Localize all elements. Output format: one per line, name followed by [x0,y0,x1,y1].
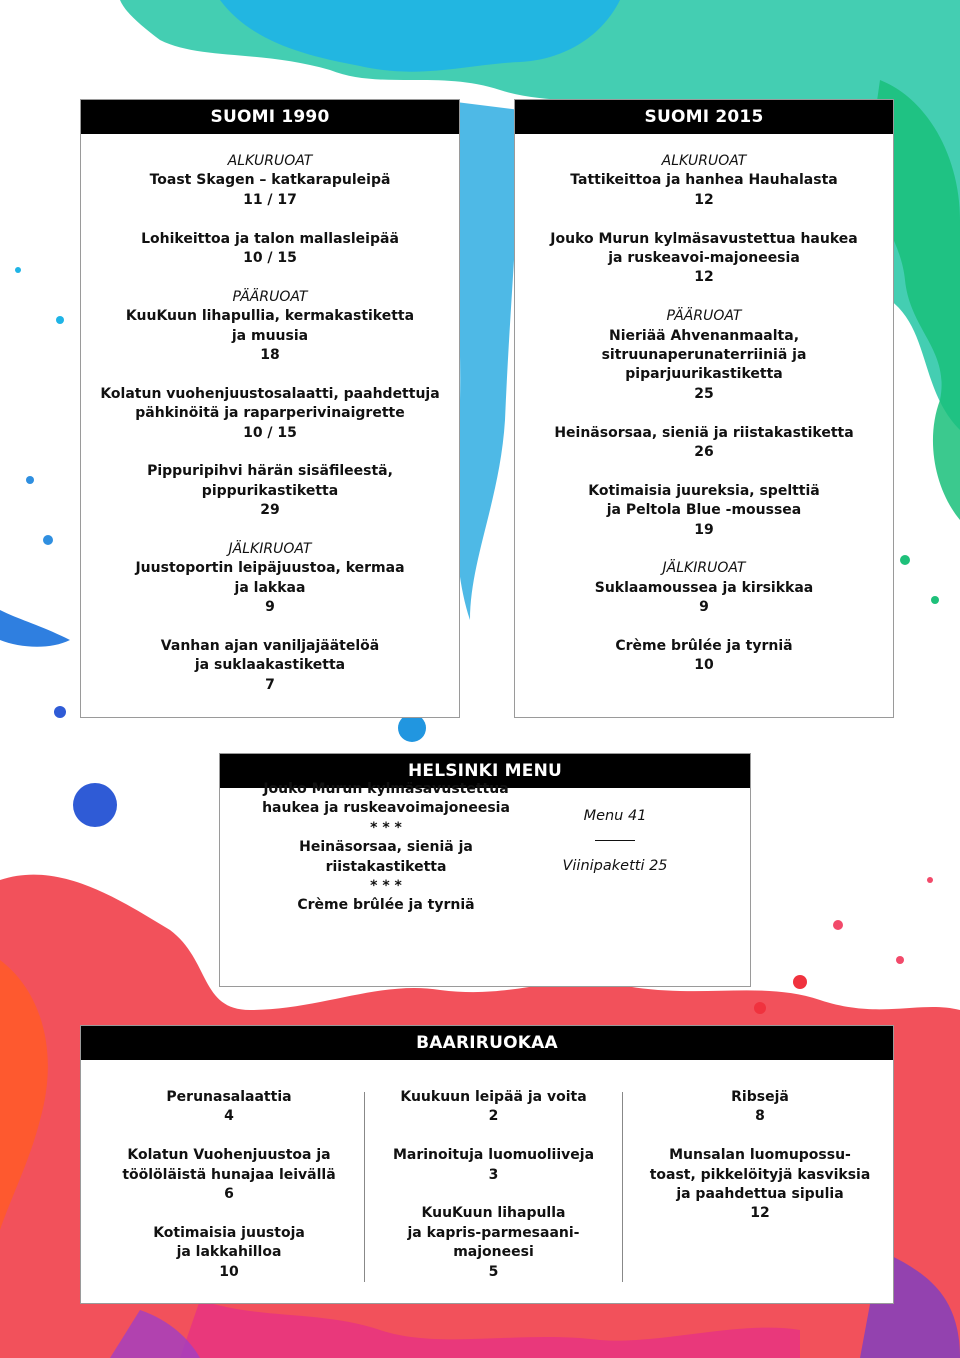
dish-name: ja kapris-parmesaani- [407,1224,580,1241]
menu-item [629,1088,891,1127]
menu-item [515,307,893,404]
menu-item [515,559,893,617]
dish-name: ja suklaakastiketta [194,657,346,674]
course-line: riistakastiketta [325,858,447,875]
menu-item [515,424,893,463]
dish-price: 7 [265,676,275,693]
dish-price: 18 [260,347,280,364]
dish-name: ja lakkaa [234,579,306,596]
dish-price: 19 [694,521,714,538]
helsinki-courses [250,780,522,916]
dish-name: Marinoituja luomuoliiveja [392,1147,595,1164]
category-label: ALKURUOAT [227,153,313,169]
menu-item [101,1088,357,1127]
dish-price: 5 [488,1263,499,1280]
dish-name: Pippuripihvi härän sisäfileestä, [147,463,393,480]
dish-name: Crème brûlée ja tyrniä [615,638,793,655]
price-divider [595,840,635,841]
menu-price: Menu 41 [583,808,647,824]
category-label: ALKURUOAT [661,153,747,169]
dish-price: 25 [694,385,714,402]
suomi-1990-menu [81,134,459,695]
category-label: PÄÄRUOAT [232,288,308,305]
dish-name: Ribsejä [731,1089,789,1105]
course-line: Crème brûlée ja tyrniä [297,897,475,914]
suomi-2015-panel [514,99,894,718]
dish-price: 4 [224,1108,234,1125]
menu-item [515,482,893,540]
dish-price: 26 [694,444,714,461]
dish-price: 12 [694,269,714,286]
dish-price: 10 / 15 [243,424,297,441]
suomi-1990-title: SUOMI 1990 [81,100,459,134]
dish-name: toast, pikkelöityjä kasviksia [649,1166,871,1183]
suomi-2015-title: SUOMI 2015 [515,100,893,134]
course-line: Jouko Murun kylmäsavustettua [263,781,509,797]
menu-item [101,1224,357,1282]
menu-item [81,462,459,520]
dish-name: sitruunaperunaterriiniä ja [601,347,807,364]
dish-price: 9 [265,599,275,616]
course-line: Heinäsorsaa, sieniä ja [299,839,473,856]
dish-price: 29 [260,502,280,519]
dish-name: KuuKuun lihapullia, kermakastiketta [125,308,415,325]
menu-item [515,152,893,210]
baariruokaa-title: BAARIRUOKAA [81,1026,893,1060]
suomi-1990-panel [80,99,460,718]
dish-name: Kotimaisia juustoja [153,1224,305,1241]
dish-name: Kotimaisia juureksia, spelttiä [588,482,820,499]
dish-name: ja ruskeavoi-majoneesia [608,250,800,267]
dish-price: 12 [694,191,714,208]
dish-name: Kuukuun leipää ja voita [400,1089,587,1105]
dish-name: töölöläistä hunajaa leivällä [122,1166,336,1183]
dish-name: Juustoportin leipäjuustoa, kermaa [135,560,405,577]
menu-item [371,1088,616,1127]
dish-name: ja paahdettua sipulia [676,1186,844,1203]
dish-name: pähkinöitä ja raparperivinaigrette [135,405,405,422]
menu-item [515,637,893,676]
suomi-2015-menu [515,134,893,676]
menu-item [515,230,893,288]
menu-item [371,1146,616,1185]
dish-price: 9 [699,599,709,616]
helsinki-prices [542,808,688,874]
dish-name: ja Peltola Blue -moussea [606,502,802,519]
dish-price: 10 [694,657,714,674]
category-label: JÄLKIRUOAT [228,541,312,558]
course-line: haukea ja ruskeavoimajoneesia [262,800,510,817]
dish-name: Kolatun Vuohenjuustoa ja [127,1147,331,1164]
dish-name: ja muusia [231,327,309,344]
dish-name: majoneesi [453,1244,534,1261]
dish-name: Tattikeittoa ja hanhea Hauhalasta [570,172,838,189]
column-divider [622,1092,623,1282]
dish-name: Munsalan luomupossu- [669,1147,851,1164]
dish-name: Kolatun vuohenjuustosalaatti, paahdettuja [100,385,440,402]
dish-price: 2 [488,1108,499,1125]
menu-item [81,385,459,443]
dish-name: Lohikeittoa ja talon mallasleipää [141,230,399,247]
dish-name: KuuKuun lihapulla [421,1205,566,1222]
dish-name: Suklaamoussea ja kirsikkaa [594,579,814,596]
category-label: PÄÄRUOAT [666,308,742,325]
menu-item [81,540,459,618]
dish-price: 3 [488,1166,499,1183]
column-divider [364,1092,365,1282]
menu-item [81,230,459,269]
dish-price: 12 [750,1205,770,1222]
course-separator: * * * [370,819,402,836]
dish-name: pippurikastiketta [201,482,339,499]
category-label: JÄLKIRUOAT [662,560,746,577]
baari-column-2 [371,1088,616,1301]
dish-name: ja lakkahilloa [176,1244,282,1261]
baari-column-3 [629,1088,891,1243]
dish-name: Perunasalaattia [166,1089,292,1105]
baariruokaa-panel [80,1025,894,1304]
menu-item [101,1146,357,1204]
dish-name: Jouko Murun kylmäsavustettua haukea [550,230,858,247]
helsinki-menu-panel [219,753,751,987]
wine-package-price: Viinipaketti 25 [562,858,668,874]
baari-column-1 [101,1088,357,1301]
dish-name: Heinäsorsaa, sieniä ja riistakastiketta [554,424,854,441]
helsinki-menu-title: HELSINKI MENU [220,754,750,788]
course-separator: * * * [370,878,402,895]
menu-item [371,1204,616,1282]
dish-name: Toast Skagen – katkarapuleipä [149,172,391,189]
menu-item [81,637,459,695]
dish-name: Vanhan ajan vaniljajäätelöä [160,638,380,655]
dish-price: 11 / 17 [243,191,297,208]
dish-name: piparjuurikastiketta [625,366,783,383]
dish-name: Nieriää Ahvenanmaalta, [608,327,800,344]
dish-price: 10 [219,1263,239,1280]
dish-price: 10 / 15 [243,250,297,267]
menu-item [81,152,459,210]
menu-item [81,288,459,366]
dish-price: 8 [755,1108,765,1125]
menu-item [629,1146,891,1224]
dish-price: 6 [224,1186,234,1203]
